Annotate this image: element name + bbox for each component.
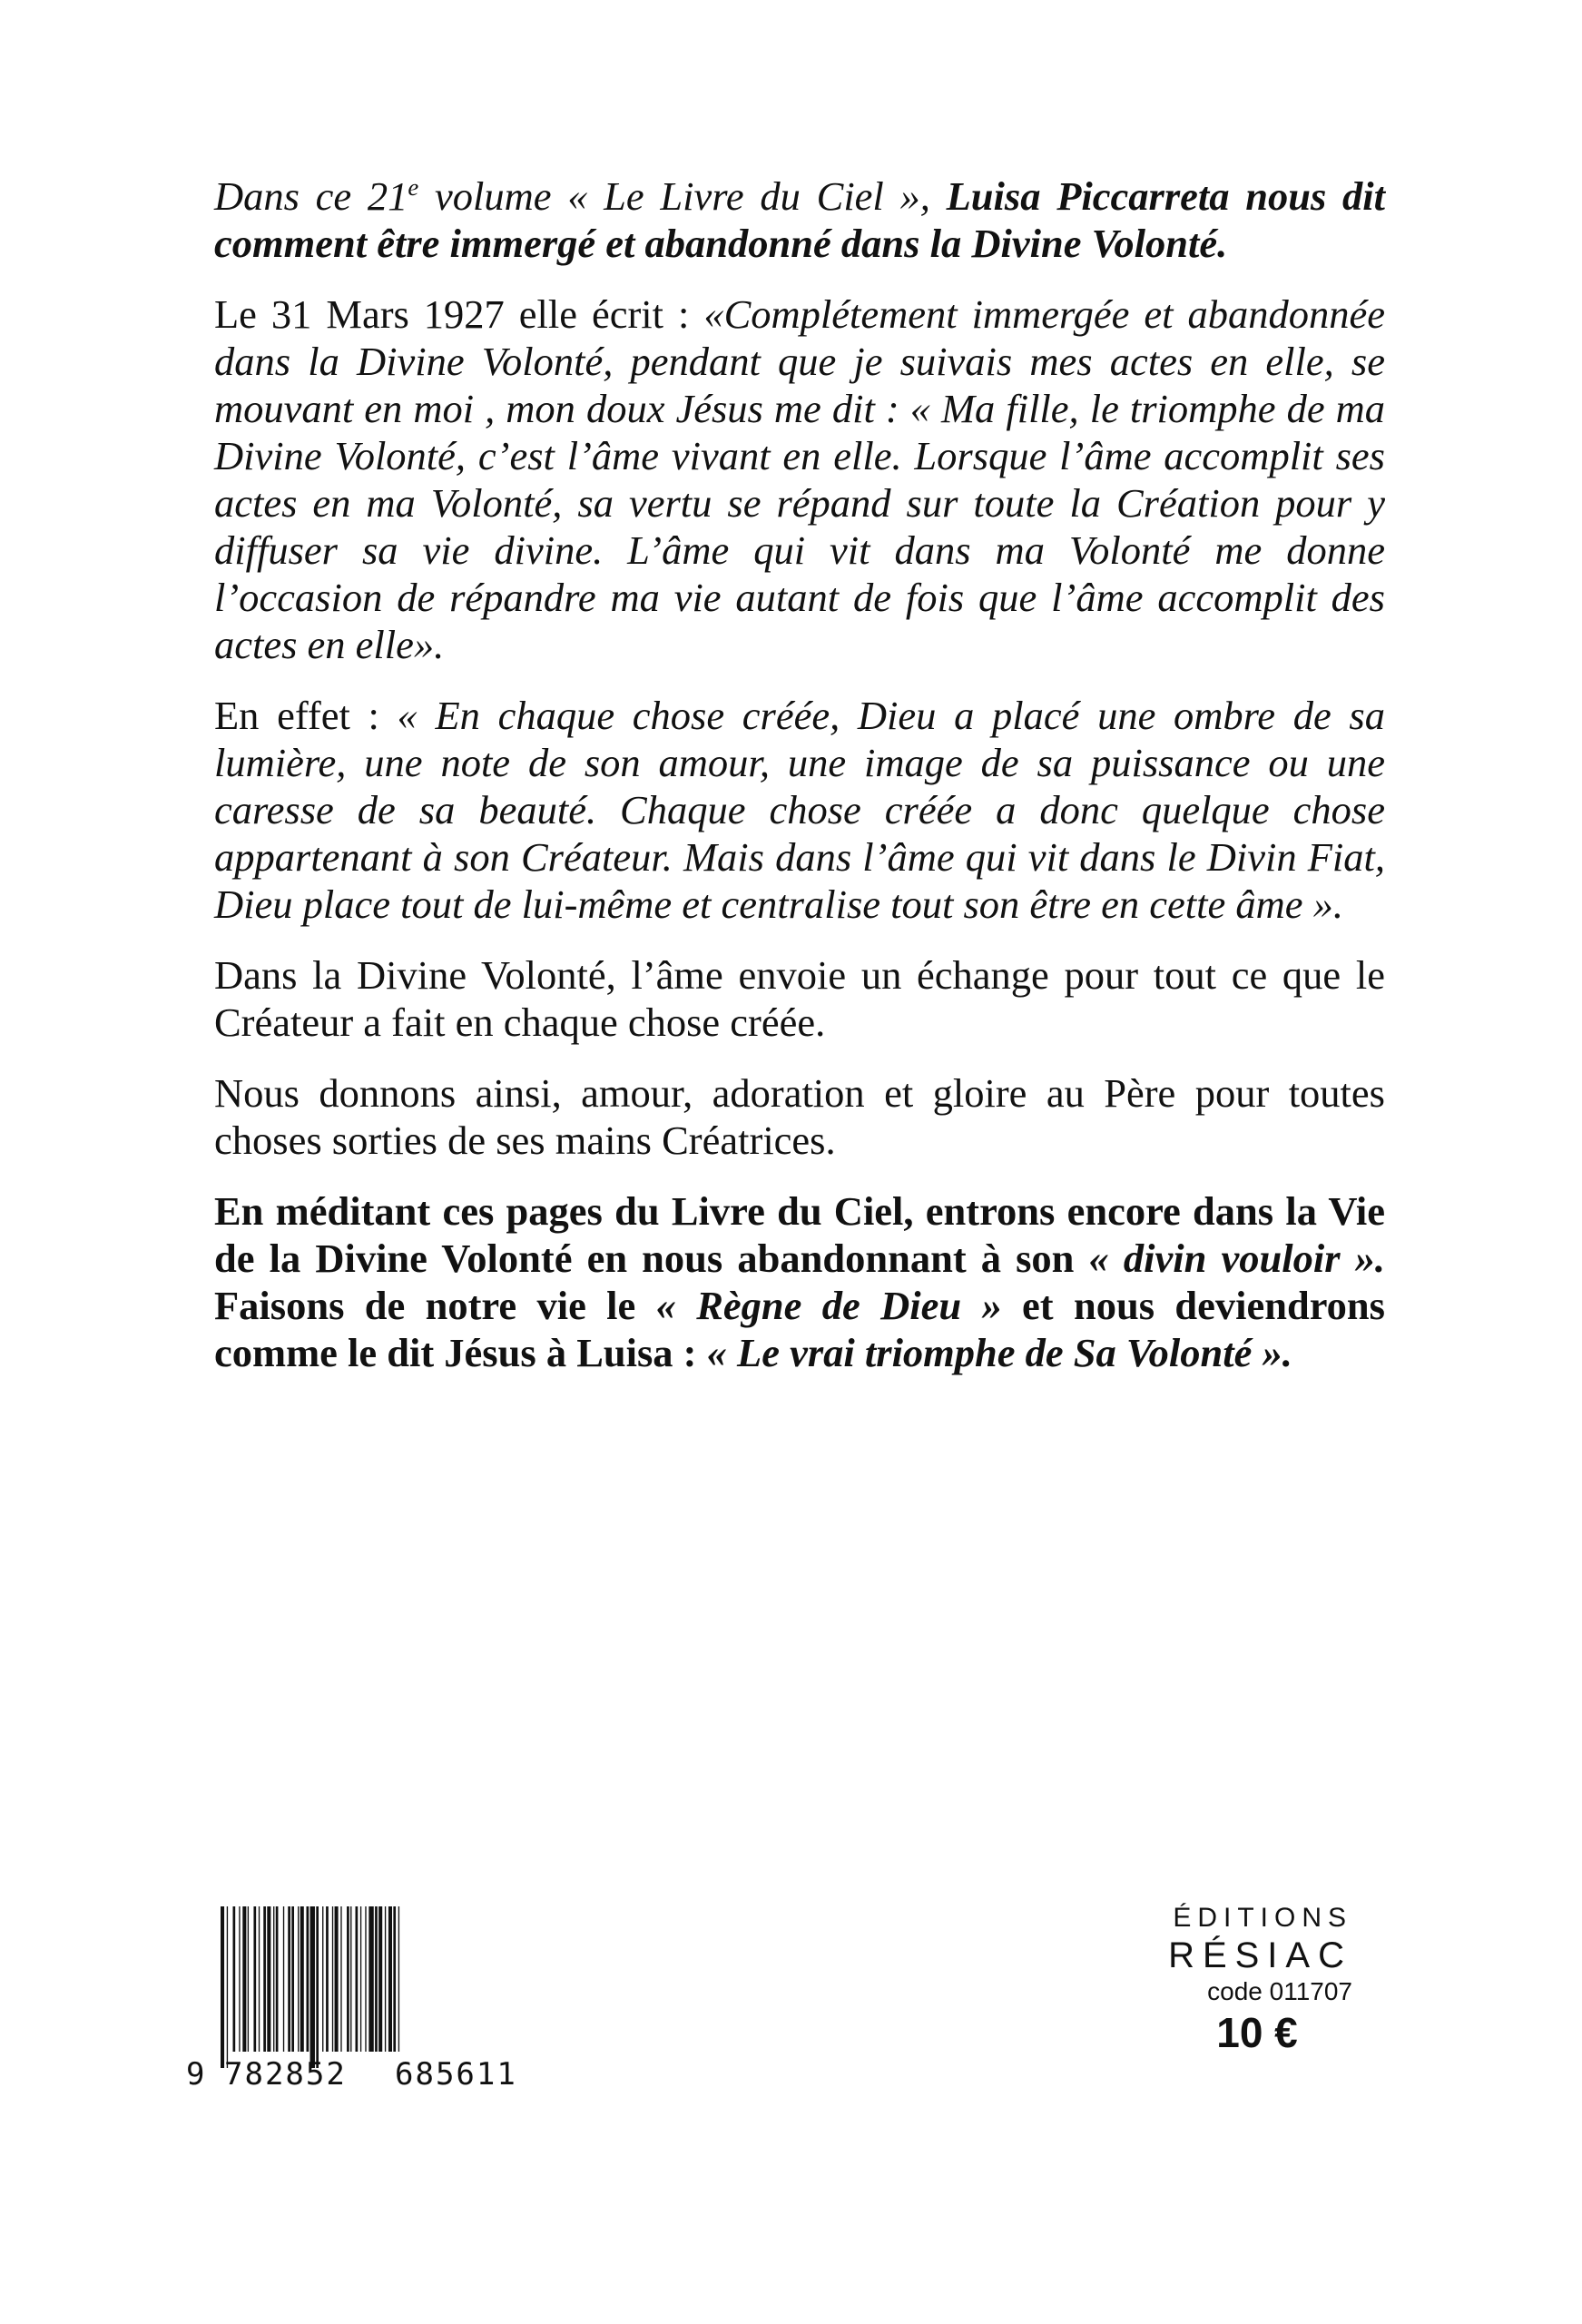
barcode-bar	[283, 1906, 284, 2052]
quote-paragraph-1	[214, 290, 1385, 668]
barcode-bar	[253, 1906, 256, 2052]
barcode-bar	[288, 1906, 290, 2052]
barcode-bar	[307, 1906, 310, 2052]
barcode-bar	[298, 1906, 299, 2052]
barcode-bar	[360, 1906, 361, 2052]
quote-paragraph-2	[214, 692, 1385, 928]
para3-quote: « En chaque chose créée, Dieu a placé une ombre de sa lumière, une note de son amour, une image de sa puissance ou une caresse de sa beauté. Chaque chose créée a donc quelque chose appartenant à son Créateur. Mais dans l’âme qui vit dans le Divin Fiat, Dieu place tout de lui-même et centralise tout son être en cette âme ».	[214, 693, 1385, 927]
barcode-bar	[233, 1906, 236, 2052]
barcode-digits-left: 782852	[224, 2056, 347, 2088]
barcode-bar	[263, 1906, 266, 2052]
ordinal-superscript: e	[408, 172, 419, 201]
barcode-bar	[335, 1906, 339, 2052]
barcode-digits-right: 685611	[395, 2056, 517, 2088]
paragraph-5: Nous donnons ainsi, amour, adoration et gloire au Père pour toutes choses sorties de ses mains Créatrices.	[214, 1070, 1385, 1163]
barcode-bar	[273, 1906, 274, 2052]
para2-lead: Le 31 Mars 1927 elle écrit :	[214, 291, 704, 337]
barcode-bar	[347, 1906, 349, 2052]
barcode-bar	[365, 1906, 366, 2052]
intro-bold-text: Luisa Piccarreta nous dit comment être immergé et abandonné dans la Divine Volonté.	[214, 173, 1385, 266]
intro-paragraph	[214, 172, 1385, 267]
price-label: 10 €	[1216, 2009, 1298, 2056]
closing-quote-1: « divin vouloir ».	[1088, 1236, 1385, 1281]
barcode-bar	[375, 1906, 378, 2052]
barcode-bar	[385, 1906, 386, 2052]
barcode-bar	[340, 1906, 341, 2052]
barcode-bar	[378, 1906, 382, 2052]
barcode-bar	[248, 1906, 249, 2052]
barcode-bar	[221, 1906, 224, 2068]
barcode-bar	[242, 1906, 246, 2052]
barcode-bars	[221, 1906, 399, 2068]
para3-lead: En effet :	[214, 693, 398, 738]
para2-quote: «Complétement immergée et abandonnée dans la Divine Volonté, pendant que je suivais mes actes en elle, se mouvant en moi , mon doux Jésus me dit : « Ma fille, le triomphe de ma Divine Volonté, c’est l’âme vivant en elle. Lorsque l’âme accomplit ses actes en ma Volonté, sa vertu se répand sur toute la Création pour y diffuser sa vie divine. L’âme qui vit dans ma Volonté me donne l’occasion de répandre ma vie autant de fois que l’âme accomplit des actes en elle».	[214, 291, 1386, 667]
barcode-bar	[332, 1906, 333, 2052]
barcode-bar	[316, 1906, 319, 2068]
barcode-bar	[227, 1906, 228, 2068]
barcode-bar	[322, 1906, 323, 2052]
barcode-bar	[350, 1906, 351, 2052]
barcode-bar	[356, 1906, 359, 2052]
publisher-line-resiac: RÉSIAC	[1168, 1935, 1352, 1975]
publisher-code: code 011707	[1207, 1977, 1352, 2005]
publisher-line-editions: ÉDITIONS	[1173, 1903, 1352, 1933]
barcode-bar	[326, 1906, 329, 2052]
barcode-bar	[276, 1906, 279, 2052]
barcode-bar	[368, 1906, 373, 2052]
barcode-bar	[393, 1906, 396, 2052]
barcode-bar	[398, 1906, 399, 2052]
barcode-bar	[267, 1906, 270, 2052]
paragraph-4: Dans la Divine Volonté, l’âme envoie un échange pour tout ce que le Créateur a fait en chaque chose créée.	[214, 952, 1385, 1045]
closing-quote-3: « Le vrai triomphe de Sa Volonté ».	[706, 1330, 1292, 1375]
barcode-bar	[310, 1906, 315, 2068]
publisher-block	[1144, 1902, 1352, 2058]
barcode-bar	[259, 1906, 260, 2052]
closing-paragraph: En méditant ces pages du Livre du Ciel, entrons encore dans la Vie de la Divine Volonté en nous abandonnant à son « divin vouloir ». Faisons de notre vie le « Règne de Dieu » et nous deviendrons comme le dit Jésus à Luisa : « Le vrai triomphe de Sa Volonté ».	[214, 1188, 1385, 1375]
barcode-bar	[239, 1906, 240, 2052]
blurb-text	[214, 172, 1385, 1400]
intro-text: Dans ce 21e volume « Le Livre du Ciel »,	[214, 172, 947, 219]
barcode-bar	[388, 1906, 392, 2052]
barcode-digit-lead: 9	[186, 2056, 205, 2088]
isbn-barcode	[184, 1906, 565, 2088]
closing-quote-2: « Règne de Dieu »	[655, 1283, 1002, 1328]
barcode-bar	[300, 1906, 304, 2052]
barcode-bar	[291, 1906, 294, 2052]
